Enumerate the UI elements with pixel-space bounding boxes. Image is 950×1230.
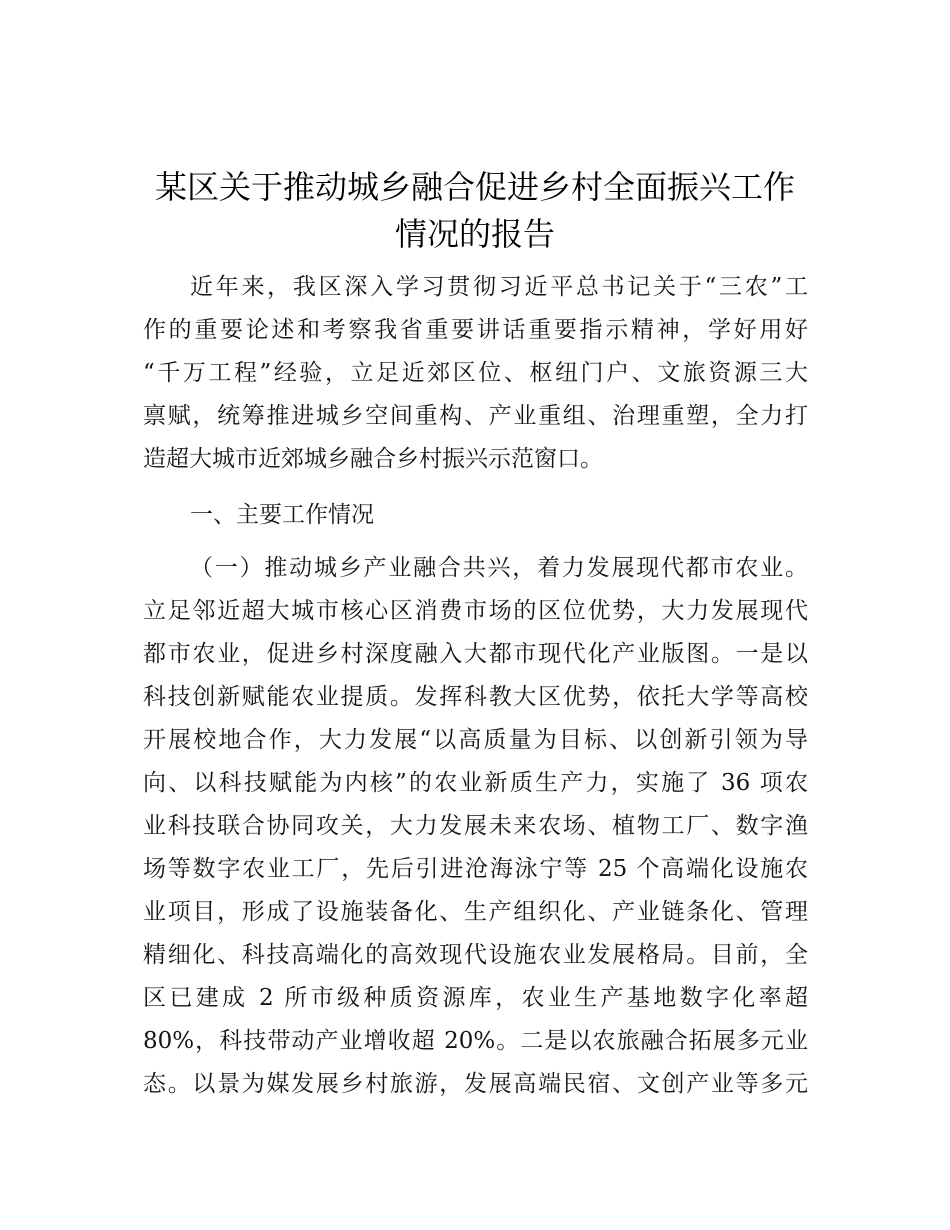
- body-line-4: 科技创新赋能农业提质。发挥科教大区优势，依托大学等高校: [143, 684, 808, 710]
- body-line-2: 立足邻近超大城市核心区消费市场的区位优势，大力发展现代: [143, 598, 808, 624]
- body-line-10: 精细化、科技高端化的高效现代设施农业发展格局。目前，全: [143, 942, 808, 968]
- intro-line-2: 作的重要论述和考察我省重要讲话重要指示精神，学好用好: [143, 317, 808, 343]
- body-line-6: 向、以科技赋能为内核”的农业新质生产力，实施了 36 项农: [143, 770, 808, 796]
- body-line-5: 开展校地合作，大力发展“以高质量为目标、以创新引领为导: [143, 727, 808, 753]
- intro-line-4: 禀赋，统筹推进城乡空间重构、产业重组、治理重塑，全力打: [143, 403, 808, 429]
- body-line-13: 态。以景为媒发展乡村旅游，发展高端民宿、文创产业等多元: [143, 1071, 808, 1097]
- document-title-line-2: 情况的报告: [394, 215, 555, 253]
- body-line-9: 业项目，形成了设施装备化、生产组织化、产业链条化、管理: [143, 899, 808, 925]
- intro-line-3: “千万工程”经验，立足近郊区位、枢纽门户、文旅资源三大: [143, 360, 808, 386]
- body-line-3: 都市农业，促进乡村深度融入大都市现代化产业版图。一是以: [143, 641, 808, 667]
- document-title-line-1: 某区关于推动城乡融合促进乡村全面振兴工作: [154, 168, 795, 206]
- body-line-7: 业科技联合协同攻关，大力发展未来农场、植物工厂、数字渔: [143, 813, 808, 839]
- body-line-8: 场等数字农业工厂，先后引进沧海泳宁等 25 个高端化设施农: [143, 856, 808, 882]
- intro-line-5: 造超大城市近郊城乡融合乡村振兴示范窗口。: [143, 446, 603, 472]
- body-line-12: 80%，科技带动产业增收超 20%。二是以农旅融合拓展多元业: [143, 1028, 808, 1054]
- body-line-1: （一）推动城乡产业融合共兴，着力发展现代都市农业。: [190, 555, 808, 581]
- body-line-11: 区已建成 2 所市级种质资源库，农业生产基地数字化率超: [143, 985, 808, 1011]
- intro-line-1: 近年来，我区深入学习贯彻习近平总书记关于“三农”工: [190, 274, 808, 300]
- section-heading: 一、主要工作情况: [190, 502, 374, 528]
